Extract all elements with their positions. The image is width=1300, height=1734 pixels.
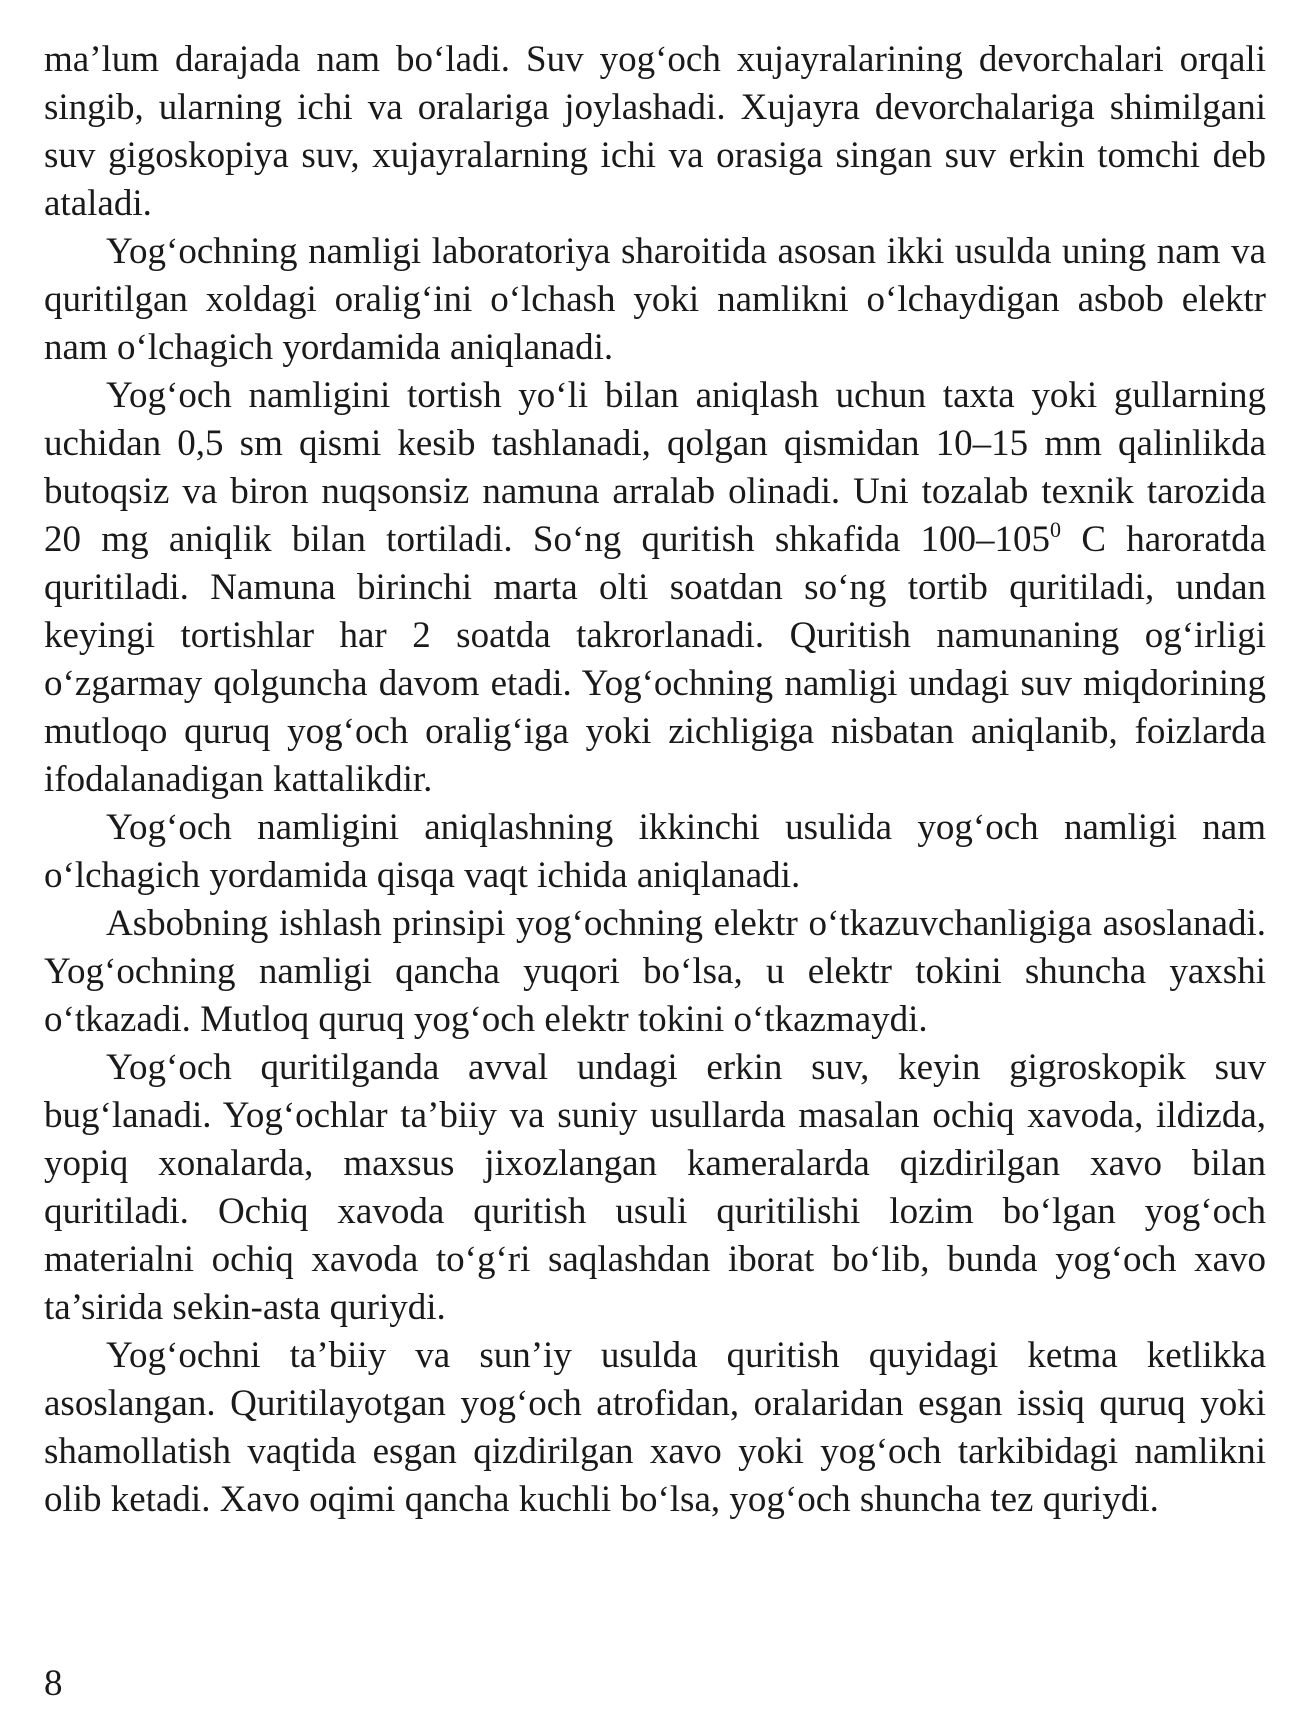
paragraph-3 [44,372,1266,804]
paragraph-3-text-before: Yog‘och namligini tortish yo‘li bilan aniqlash uchun taxta yoki gullarning uchidan 0,5 sm qismi kesib tashlanadi, qolgan qismidan 10–15 mm qalinlikda butoqsiz va biron nuqsonsiz namuna arralab olinadi. Uni tozalab texnik tarozida 20 mg aniqlik bilan tortiladi. So‘ng quritish shkafida 100–105 [44,375,1266,560]
page-body [44,36,1266,1524]
paragraph-1: ma’lum darajada nam bo‘ladi. Suv yog‘och xujayralarining devorchalari orqali singib, ularning ichi va oralariga joylashadi. Xujayra devorchalariga shimilgani suv gigoskopiya suv, xujayralarning ichi va orasiga singan suv erkin tomchi deb ataladi. [44,39,1266,224]
paragraph-2: Yog‘ochning namligi laboratoriya sharoitida asosan ikki usulda uning nam va quritilgan xoldagi oralig‘ini o‘lchash yoki namlikni o‘lchaydigan asbob elektr nam o‘lchagich yordamida aniqlanadi. [44,231,1266,368]
page-number: 8 [44,1663,63,1704]
paragraph-5: Asbobning ishlash prinsipi yog‘ochning elektr o‘tkazuvchanligiga asoslanadi. Yog‘ochning namligi qancha yuqori bo‘lsa, u elektr tokini shuncha yaxshi o‘tkazadi. Mutloq quruq yog‘och elektr tokini o‘tkazmaydi. [44,903,1266,1040]
degree-superscript: 0 [1050,517,1062,542]
paragraph-4: Yog‘och namligini aniqlashning ikkinchi usulida yog‘och namligi nam o‘lchagich yordamida qisqa vaqt ichida aniqlanadi. [44,807,1266,896]
paragraph-3-text-after: C haroratda quritiladi. Namuna birinchi marta olti soatdan so‘ng tortib quritiladi, undan keyingi tortishlar har 2 soatda takrorlanadi. Quritish namunaning og‘irligi o‘zgarmay qolguncha davom etadi. Yog‘ochning namligi undagi suv miqdorining mutloqo quruq yog‘och oralig‘iga yoki zichligiga nisbatan aniqlanib, foizlarda ifodalanadigan kattalikdir. [44,519,1266,800]
paragraph-6: Yog‘och quritilganda avval undagi erkin suv, keyin gigroskopik suv bug‘lanadi. Yog‘ochlar ta’biiy va suniy usullarda masalan ochiq xavoda, ildizda, yopiq xonalarda, maxsus jixozlangan kameralarda qizdirilgan xavo bilan quritiladi. Ochiq xavoda quritish usuli quritilishi lozim bo‘lgan yog‘och materialni ochiq xavoda to‘g‘ri saqlashdan iborat bo‘lib, bunda yog‘och xavo ta’sirida sekin-asta quriydi. [44,1047,1266,1328]
paragraph-7: Yog‘ochni ta’biiy va sun’iy usulda quritish quyidagi ketma ketlikka asoslangan. Quritilayotgan yog‘och atrofidan, oralaridan esgan issiq quruq yoki shamollatish vaqtida esgan qizdirilgan xavo yoki yog‘och tarkibidagi namlikni olib ketadi. Xavo oqimi qancha kuchli bo‘lsa, yog‘och shuncha tez quriydi. [44,1335,1266,1520]
